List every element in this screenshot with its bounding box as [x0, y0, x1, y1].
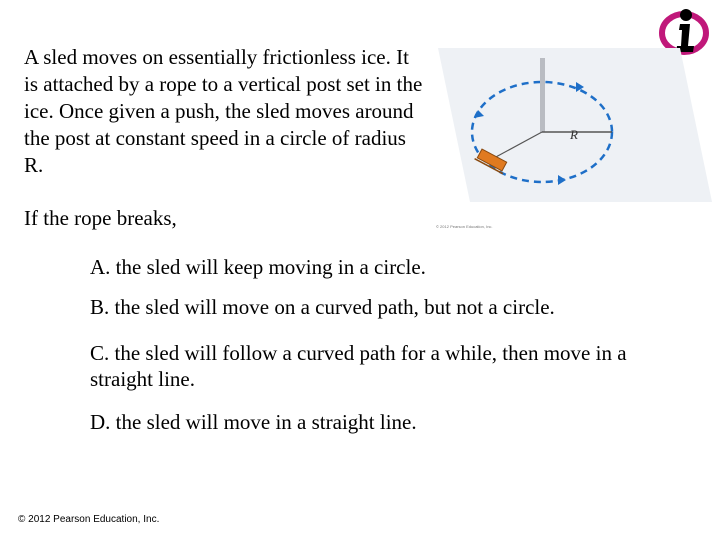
- vertical-post: [540, 58, 545, 132]
- choice-a: A. the sled will keep moving in a circle.: [90, 255, 426, 279]
- choice-b: B. the sled will move on a curved path, but not a circle.: [90, 295, 555, 319]
- question-intro: A sled moves on essentially frictionless ice. It is attached by a rope to a vertical post set in the ice. Once given a push, the sled moves around the post at constant speed in a circle of radius R.: [24, 45, 423, 177]
- sled-figure: [430, 40, 720, 240]
- radius-label: R: [570, 127, 578, 142]
- ice-surface: [438, 48, 712, 202]
- choice-c: C. the sled will follow a curved path for a while, then move in a straight line.: [90, 341, 627, 391]
- choice-d: D. the sled will move in a straight line.: [90, 410, 417, 434]
- copyright-footer: © 2012 Pearson Education, Inc.: [18, 514, 160, 525]
- figure-credit: © 2012 Pearson Education, Inc.: [436, 224, 493, 229]
- question-prompt: If the rope breaks,: [24, 206, 177, 230]
